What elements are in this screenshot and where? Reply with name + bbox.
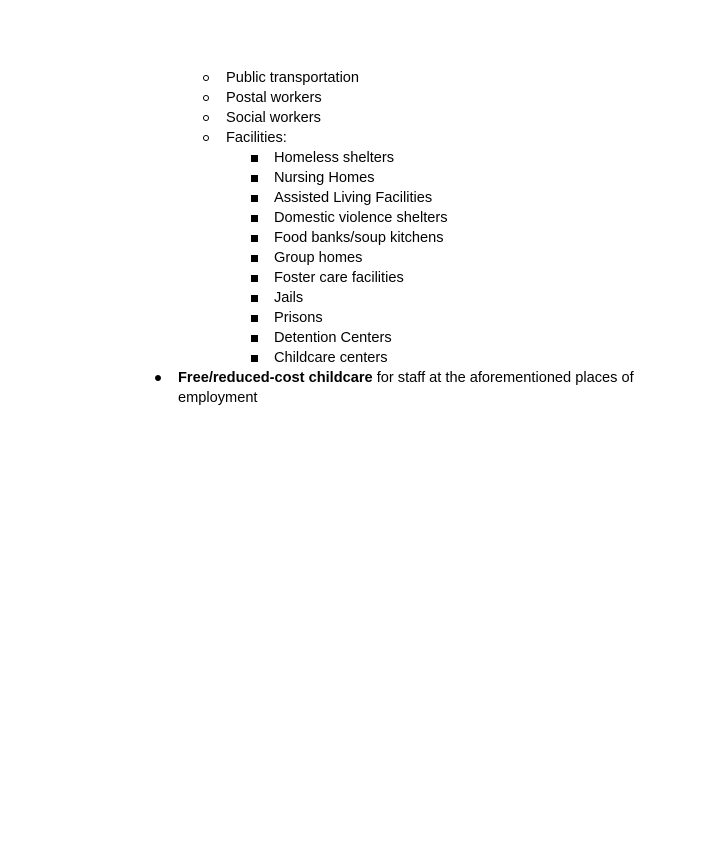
list-item-nursing-homes: Nursing Homes (274, 170, 375, 186)
square-bullet-icon (251, 215, 258, 222)
childcare-rest-text: for staff at the aforementioned places of (372, 370, 634, 386)
list-item-jails: Jails (274, 290, 304, 306)
square-bullet-icon (251, 195, 258, 202)
childcare-line-1 (178, 368, 634, 388)
circle-bullet-icon (203, 75, 209, 81)
circle-bullet-icon (203, 95, 209, 101)
list-item-childcare-centers: Childcare centers (274, 350, 388, 366)
list-item-group-homes: Group homes (274, 250, 363, 266)
list-item-foster-care: Foster care facilities (274, 270, 404, 286)
list-item-detention-centers: Detention Centers (274, 330, 392, 346)
list-item-food-banks: Food banks/soup kitchens (274, 230, 444, 246)
list-item-homeless-shelters: Homeless shelters (274, 150, 395, 166)
square-bullet-icon (251, 275, 258, 282)
square-bullet-icon (251, 355, 258, 362)
square-bullet-icon (251, 315, 258, 322)
childcare-line-2: employment (178, 390, 258, 406)
circle-bullet-icon (203, 135, 209, 141)
list-item-public-transportation: Public transportation (226, 70, 360, 86)
list-item-prisons: Prisons (274, 310, 323, 326)
list-item-assisted-living: Assisted Living Facilities (274, 190, 433, 206)
square-bullet-icon (251, 175, 258, 182)
square-bullet-icon (251, 255, 258, 262)
square-bullet-icon (251, 335, 258, 342)
circle-bullet-icon (203, 115, 209, 121)
square-bullet-icon (251, 295, 258, 302)
square-bullet-icon (251, 235, 258, 242)
list-item-facilities: Facilities: (226, 130, 287, 146)
list-item-postal-workers: Postal workers (226, 90, 322, 106)
childcare-bold-text: Free/reduced-cost childcare (178, 370, 373, 386)
square-bullet-icon (251, 155, 258, 162)
disc-bullet-icon (155, 375, 161, 381)
list-item-social-workers: Social workers (226, 110, 321, 126)
list-item-domestic-violence-shelters: Domestic violence shelters (274, 210, 448, 226)
